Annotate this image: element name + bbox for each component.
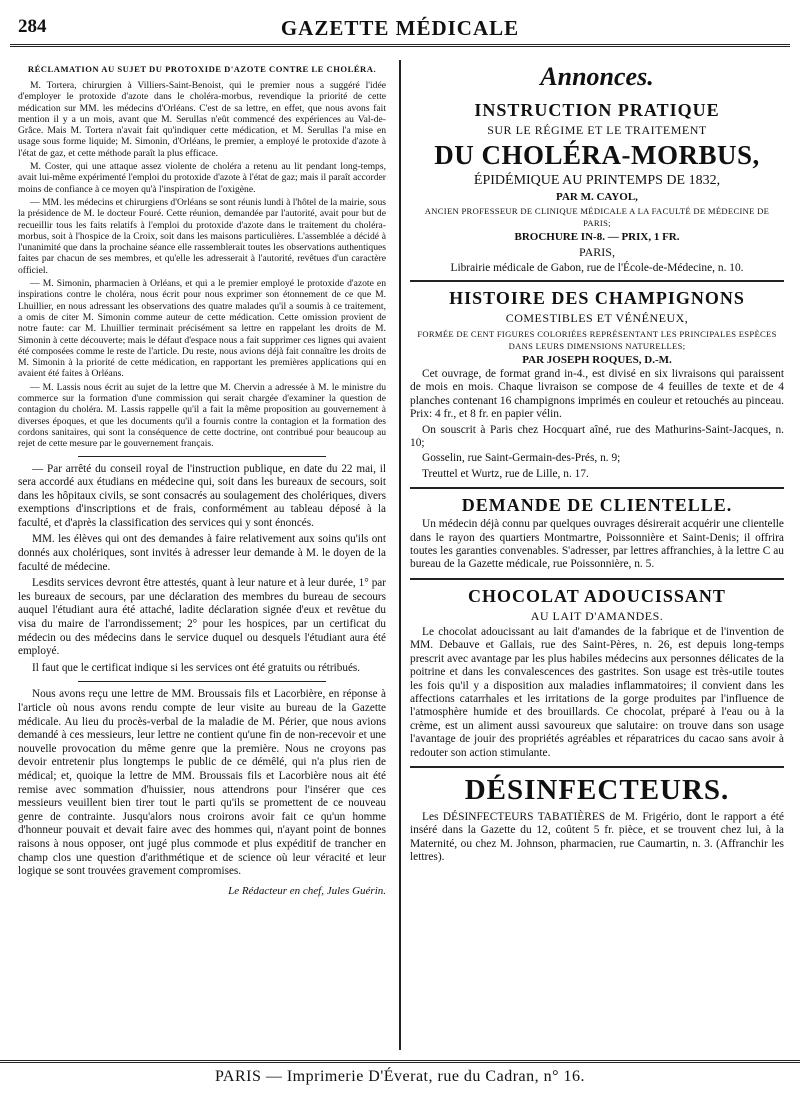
paragraph: M. Coster, qui une attaque assez violente de choléra a retenu au lit pendant long-temps, avait lui-même expérimenté l'emploi du protoxide d'azote à l'état de gaz; mais il paraît accorder moins de confiance à ce moyen qu'à l'inspiration de l'oxigène. xyxy=(18,161,386,195)
ad-publisher: Librairie médicale de Gabon, rue de l'École-de-Médecine, n. 10. xyxy=(450,262,744,274)
ad-title: HISTOIRE DES CHAMPIGNONS xyxy=(449,288,745,308)
right-column xyxy=(410,60,784,867)
separator-rule xyxy=(410,578,784,580)
separator-rule xyxy=(410,280,784,282)
ad-champignons xyxy=(410,288,784,481)
ad-title: INSTRUCTION PRATIQUE xyxy=(474,100,720,120)
ad-cholera-instruction xyxy=(410,100,784,274)
paragraph: Un médecin déjà connu par quelques ouvrages désirerait acquérir une clientelle dans le rayon des quartiers Montmartre, Poissonnière et Saint-Denis; il offrira toutes les garanties convenables. S'adresser, par lettres affranchies, à la lettre C au bureau de la Gazette médicale, rue Poissonnière, n. 5. xyxy=(410,518,784,571)
ad-desinfecteurs xyxy=(410,774,784,865)
large-text-block xyxy=(18,463,386,879)
ad-subtitle: AU LAIT D'AMANDES. xyxy=(530,608,664,623)
small-text-block xyxy=(18,80,386,450)
ad-body xyxy=(410,368,784,481)
section-title: RÉCLAMATION AU SUJET DU PROTOXIDE D'AZOTE CONTRE LE CHOLÉRA. xyxy=(27,64,377,74)
columns xyxy=(18,60,782,1050)
separator-rule xyxy=(78,681,326,682)
ad-body xyxy=(410,518,784,572)
ad-price: BROCHURE IN-8. — PRIX, 1 FR. xyxy=(514,231,680,243)
ad-subtitle: SUR LE RÉGIME ET LE TRAITEMENT xyxy=(487,123,707,137)
paragraph: Gosselin, rue Saint-Germain-des-Prés, n. 9; xyxy=(422,452,621,465)
gazette-title: GAZETTE MÉDICALE xyxy=(280,16,520,40)
paragraph: Cet ouvrage, de format grand in-4., est divisé en six livraisons qui paraissent de mois en mois. Chaque livraison se compose de 4 feuilles de texte et de 4 planches contenant 16 champignons imprimés en couleur et retouchés au pinceau. Prix: 4 fr., et 8 fr. en papier vélin. xyxy=(410,368,784,421)
paragraph: — M. Lassis nous écrit au sujet de la lettre que M. Chervin a adressée à M. le ministre du commerce sur la formation d'une commission qui serait chargée d'examiner la question de contagion du choléra. M. Lassis rappelle qu'il a fait la même proposition au gouvernement à diverses époques, et que les documents qu'il a fournis contre la contagion et la formation des cordons sanitaires, qui sont la conséquence de cette doctrine, ont contribué pour beaucoup au rejet de cette mesure par le gouvernement français. xyxy=(18,381,386,450)
paragraph: — MM. les médecins et chirurgiens d'Orléans se sont réunis lundi à l'hôtel de la mairie, sous la présidence de M. le docteur Fouré. Cette réunion, demandée par l'autorité, avait pour but de recueillir tous les faits relatifs à l'emploi du protoxide d'azote dans le traitement du choléra-morbus, soit à l'hospice de la Croix, soit dans les maisons particulières. L'assemblée a décidé à l'unanimité que dans la prochaine séance elle rassemblerait toutes les observations authentiques faites par chacun de ses membres, et qu'elle les adresserait à l'autorité, revêtues d'un caractère officiel. xyxy=(18,196,386,276)
paragraph: Nous avons reçu une lettre de MM. Broussais fils et Lacorbière, en réponse à l'article où nous avons rendu compte de leur visite au bureau de la Gazette médicale. Au lieu du procès-verbal de la maladie de M. Périer, que nous avions demandé à ces messieurs, leur lettre ne contient qu'une fin de non-recevoir et une nouvelle provocation du même genre que la première. Nous ne croyons pas devoir entretenir plus longtemps le public de ce démêlé, qui n'a plus rien de médical; et, quoique la lettre de MM. Broussais fils et Lacorbière nous ait été remise avec sommation d'huissier, nous attendrons pour l'insérer que ces messieurs veuillent bien tirer tout le parti qu'ils se promettent de ce nouveau genre de contrainte. Jusqu'alors nous croirons avoir fait ce qu'un homme d'honneur pouvait et devait faire avec des hommes qui, n'ayant point de bonnes raisons à nous opposer, ont jugé plus commode et plus expéditif de trancher en champ clos une question d'arithmétique et de science où leur véracité et leur logique se sont trouvées gravement compromises. xyxy=(18,688,386,878)
editor-signature: Le Rédacteur en chef, Jules Guérin. xyxy=(228,884,386,897)
ad-main-title: DU CHOLÉRA-MORBUS, xyxy=(434,140,760,170)
ad-author: PAR M. CAYOL, xyxy=(556,191,638,203)
paragraph: Le chocolat adoucissant au lait d'amandes de la fabrique et de l'invention de MM. Debauve et Gallais, rue des Saint-Pères, n. 26, est depuis long-temps prescrit avec avantage par les plus habiles médecins aux personnes délicates de la poitrine et dans les convalescences des gastrites. Son usage est très-utile toutes les fois qu'il y a disposition aux maladies inflammatoires; il convient dans les affections catarrhales et les irritations de la gorge produites par l'influence de l'atmosphère humide et des brouillards. Ce chocolat, préparé à l'eau ou à la crème, est un aliment aussi savoureux que salutaire: on trouve dans son usage l'avantage de jouir des propriétés agréables et réparatrices du cacao sans avoir à redouter son action stimulante. xyxy=(410,625,784,759)
paragraph: M. Tortera, chirurgien à Villiers-Saint-Benoist, qui le premier nous a suggéré l'idée d'employer le protoxide d'azote dans le choléra-morbus, revendique la priorité de cette médication sur MM. les médecins d'Orléans. C'est de sa lettre, en effet, que nous avons fait mention il y a un mois, avant que M. Serullas n'eût commencé des expériences au Val-de-Grâce. Mais M. Tortera n'avait fait qu'indiquer cette médication, et M. Serullas l'a mise en usage sous forme liquide; M. Simonin, d'Orléans, le premier, a employé le protoxide d'azote à l'état de gaz, et cette méthode paraît la plus efficace. xyxy=(18,80,386,159)
separator-rule xyxy=(410,487,784,489)
paragraph: Il faut que le certificat indique si les services ont été gratuits ou rétribués. xyxy=(32,661,361,674)
paragraph: Les DÉSINFECTEURS TABATIÈRES de M. Frigério, dont le rapport a été inséré dans la Gazette du 12, coûtent 5 fr. pièce, et se trouvent chez lui, à la Maternité, ou chez M. Johnson, pharmacien, rue Caumartin, n. 3. (Affranchir les lettres). xyxy=(410,810,784,864)
ad-body xyxy=(410,626,784,760)
ad-title: CHOCOLAT ADOUCISSANT xyxy=(468,585,726,606)
paragraph: — Par arrêté du conseil royal de l'instruction publique, en date du 22 mai, il sera accordé aux étudians en médecine qui, soit dans les bureaux de secours, soit dans les hôpitaux civils, se sont consacrés au soulagement des cholériques, divers exemptions d'inscriptions et de frais, conformément au tableau déposé à la faculté, et d'après la classification des services qui y sont énoncés. xyxy=(18,462,386,529)
paragraph: Treuttel et Wurtz, rue de Lille, n. 17. xyxy=(422,467,589,480)
separator-rule xyxy=(410,766,784,768)
ad-title: DEMANDE DE CLIENTELLE. xyxy=(461,495,733,516)
page-number: 284 xyxy=(18,16,47,37)
ad-title: DÉSINFECTEURS. xyxy=(464,773,730,806)
paragraph: Lesdits services devront être attestés, quant à leur nature et à leur durée, 1° par les bureaux de secours, par une déclaration des membres du bureau de secours auquel l'étudiant aura été attaché, ladite déclaration signée d'eux et revêtue du visa du maire de l'arrondissement; 2° pour les hospices, par un certificat du médecin ou des médecins dans le service duquel ou desquels l'étudiant aura été employé. xyxy=(18,577,386,658)
ad-subtitle: COMESTIBLES ET VÉNÉNEUX, xyxy=(505,311,689,325)
ad-author-title: ANCIEN PROFESSEUR DE CLINIQUE MÉDICALE A LA FACULTÉ DE MÉDECINE DE PARIS; xyxy=(424,206,770,228)
ad-clientelle xyxy=(410,495,784,572)
annonces-heading: Annonces. xyxy=(540,62,654,91)
printer-footer: PARIS — Imprimerie D'Éverat, rue du Cadran, n° 16. xyxy=(0,1060,800,1086)
paragraph: MM. les élèves qui ont des demandes à faire relativement aux soins qu'ils ont donnés aux cholériques, sont invités à adresser leur demande à M. le doyen de la faculté de médecine. xyxy=(18,533,386,573)
page-header xyxy=(10,0,790,47)
ad-subtitle: ÉPIDÉMIQUE AU PRINTEMPS DE 1832, xyxy=(473,173,721,188)
ad-city: PARIS, xyxy=(579,245,615,259)
left-column xyxy=(18,60,386,897)
ad-chocolat xyxy=(410,586,784,760)
column-divider xyxy=(399,60,401,1050)
ad-author: PAR JOSEPH ROQUES, D.-M. xyxy=(522,354,672,366)
ad-description: FORMÉE DE CENT FIGURES COLORIÉES REPRÉSENTANT LES PRINCIPALES ESPÈCES DANS LEURS DIMENSIONS NATURELLES; xyxy=(417,329,777,351)
separator-rule xyxy=(78,456,326,457)
paragraph: — M. Simonin, pharmacien à Orléans, et qui a le premier employé le protoxide d'azote en inspirations contre le choléra, nous écrit pour nous exprimer son étonnement de ce que M. Lhuillier, en nous adressant les observations des quatre malades qu'il a soumis à ce traitement, a omis de citer M. Simonin comme auteur de cette médication. Cette omission provient de notre faute: car M. Lhuillier terminait précisément sa lettre en rappelant les droits de M. Simonin à cette découverte; mais le défaut d'espace nous a fait supprimer ces lignes qui avaient été composées comme le reste de l'article. Du reste, nous avions déjà fait connaître les droits de M. Simonin à la priorité de cette médication, en rapportant les premières applications qui en avaient été faites à Orléans. xyxy=(18,278,386,380)
ad-body xyxy=(410,811,784,865)
paragraph: On souscrit à Paris chez Hocquart aîné, rue des Mathurins-Saint-Jacques, n. 10; xyxy=(410,423,784,450)
